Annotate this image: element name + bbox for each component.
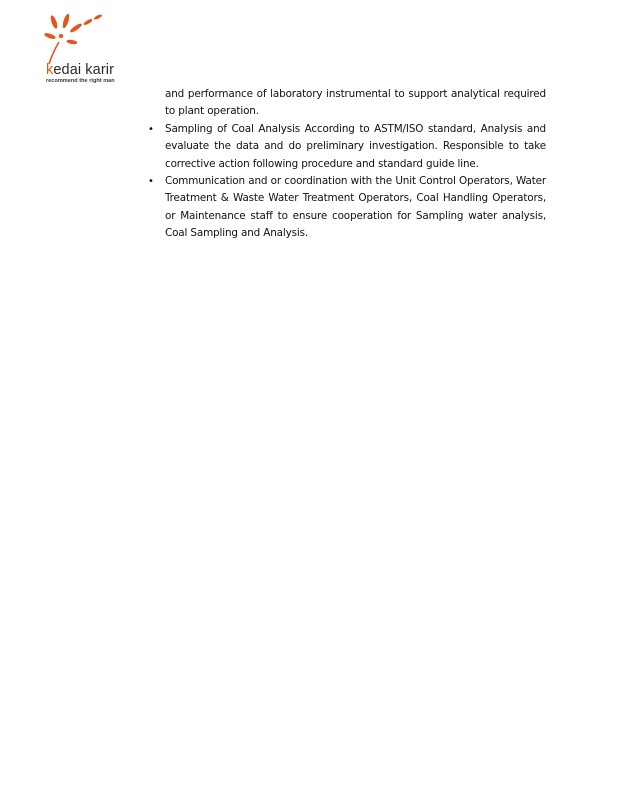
logo-wordmark-rest: edai karir [53,62,114,78]
list-item-text: Sampling of Coal Analysis According to ASTM/ISO standard, Analysis and evaluate the data and do preliminary investigation. Responsible to take corrective action following procedure and standard guide line. [165,122,546,170]
logo-wordmark [46,63,114,78]
logo-wordmark-initial: k [46,62,54,78]
logo-tagline: recommend the right man [46,78,115,84]
document-body [148,86,546,243]
bullet-icon: • [148,123,154,135]
continuation-paragraph: and performance of laboratory instrumental to support analytical required to plant operation. [165,88,546,118]
kedai-karir-logo [44,12,124,84]
flower-icon [44,12,124,66]
bullet-icon: • [148,176,154,188]
list-item-text: Communication and or coordination with the Unit Control Operators, Water Treatment & Waste Water Treatment Operators, Coal Handling Operators, or Maintenance staff to ensure cooperation for Sampling water analysis, Coal Sampling and Analysis. [165,175,546,240]
responsibility-list [148,121,546,243]
list-item [148,121,546,173]
list-item [148,173,546,243]
